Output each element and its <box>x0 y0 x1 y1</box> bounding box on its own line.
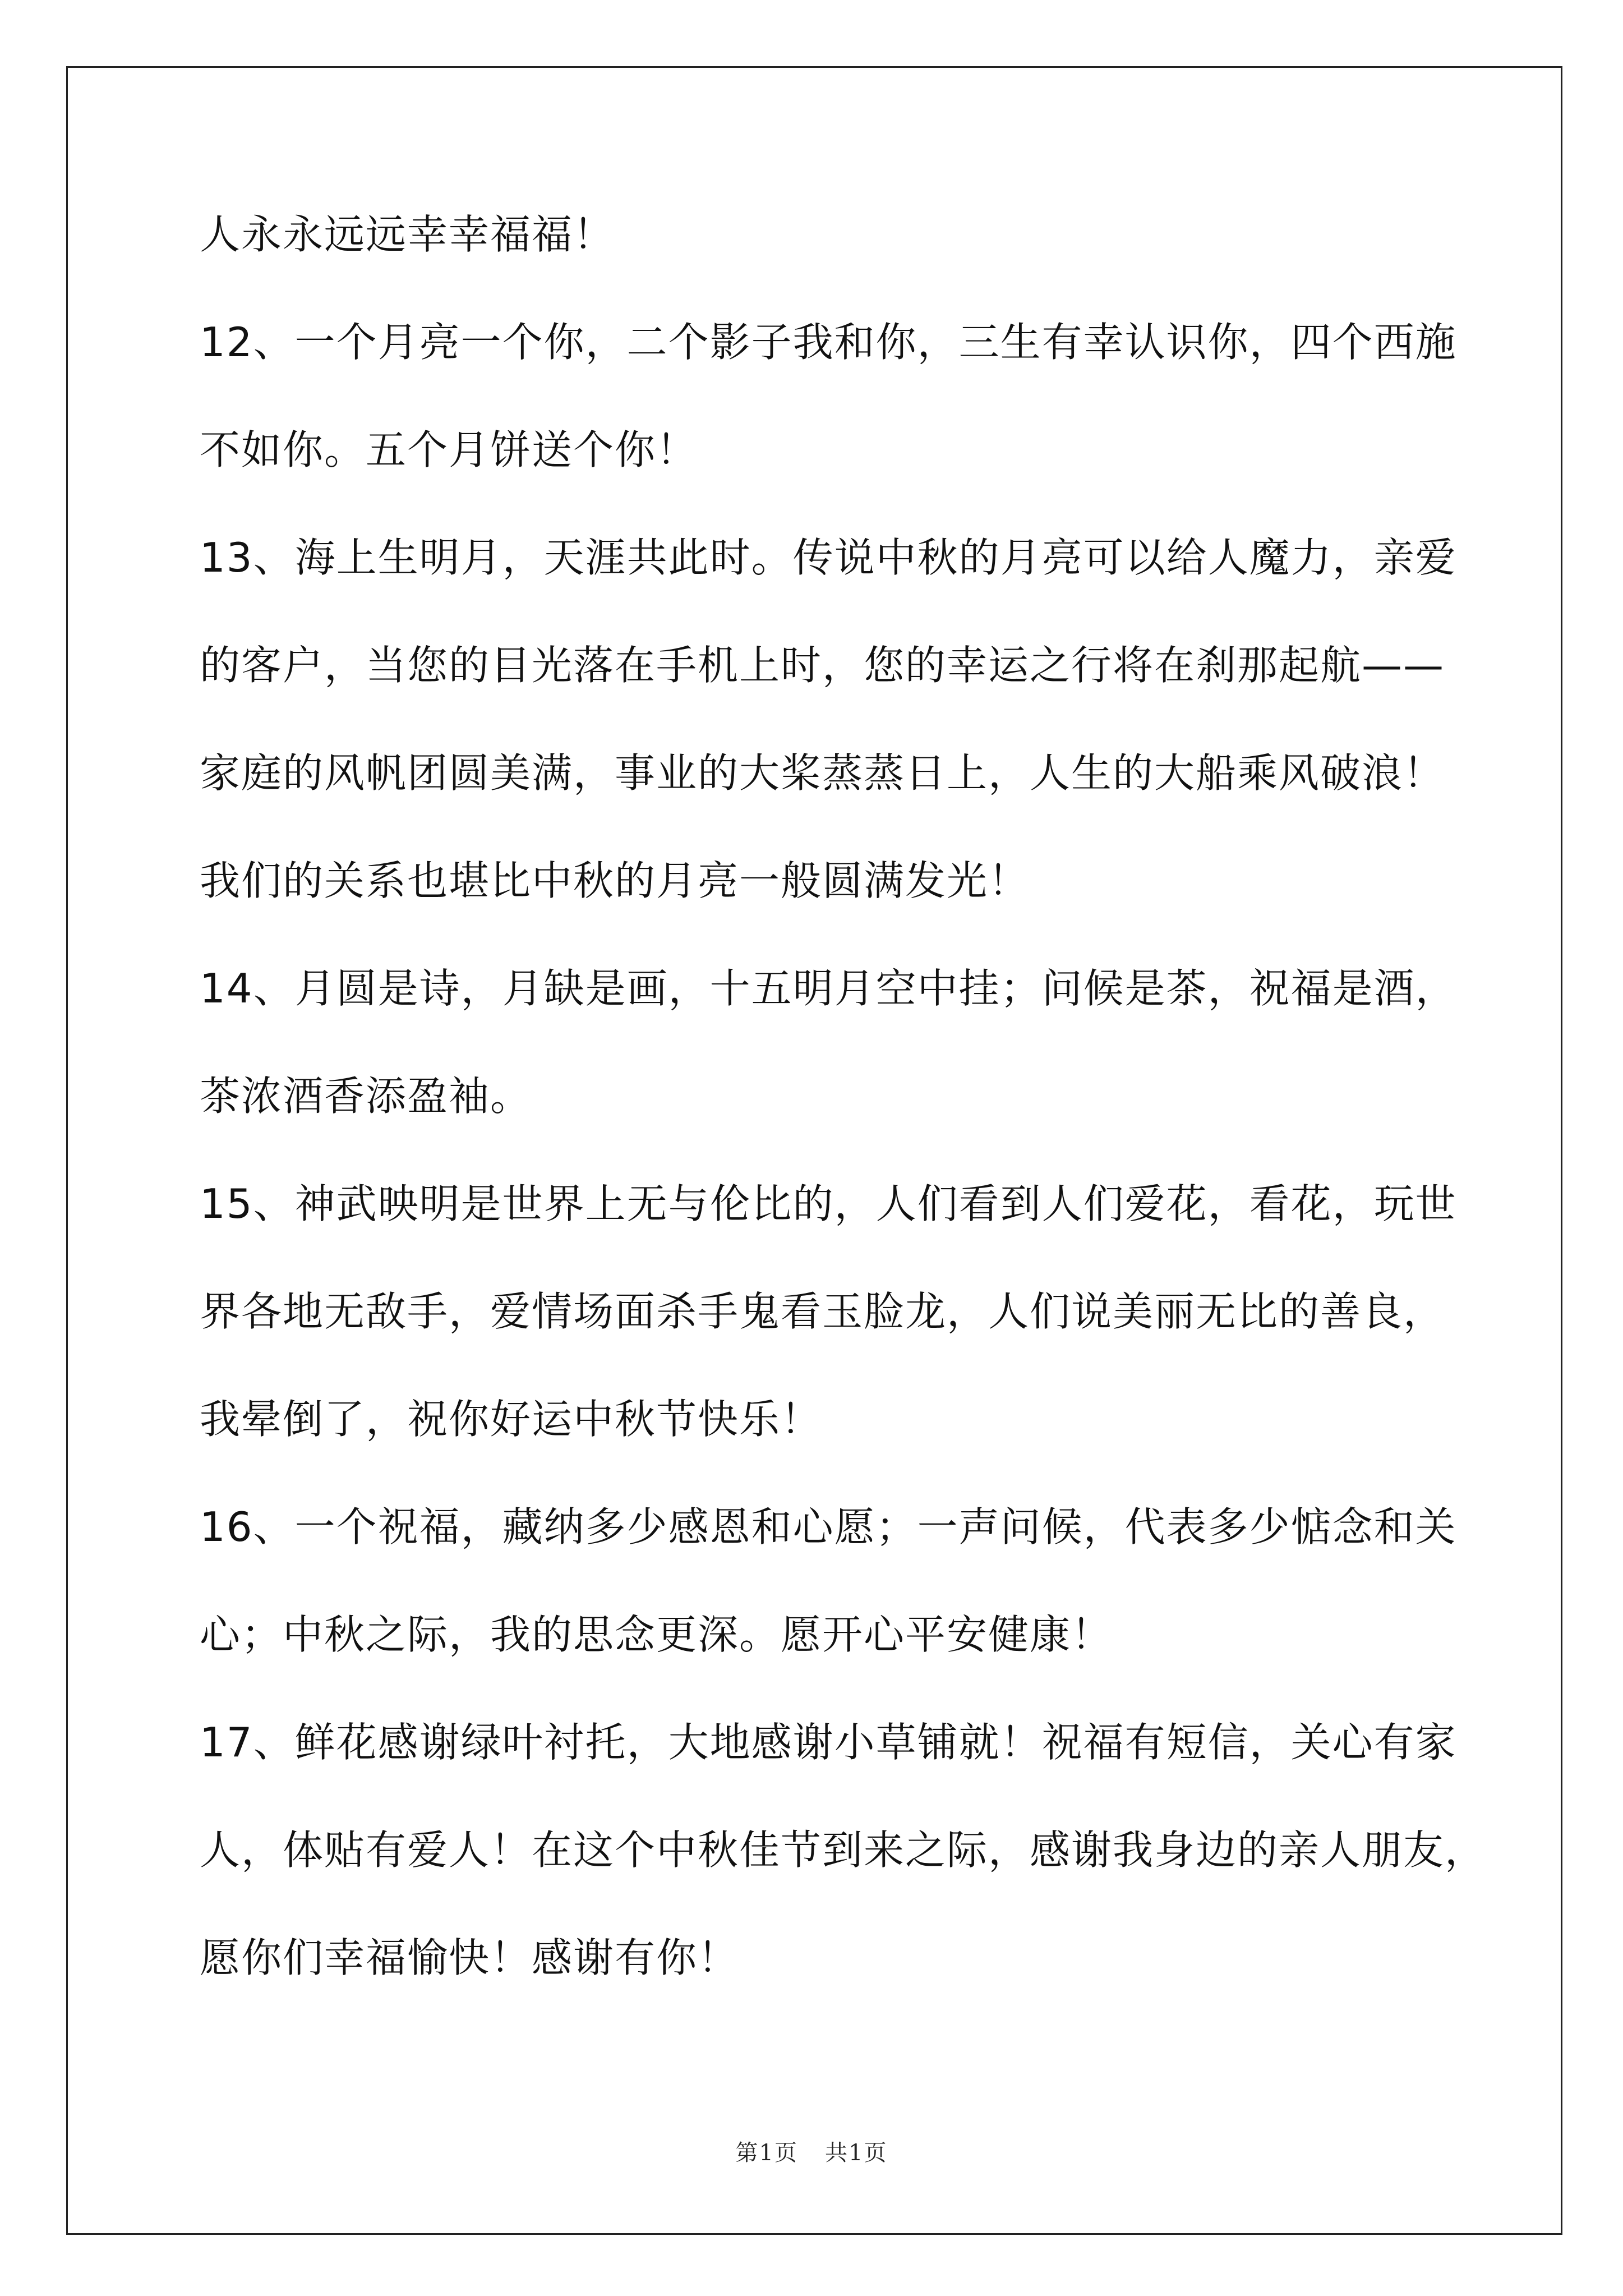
text-line: 界各地无敌手，爱情场面杀手鬼看玉脸龙，人们说美丽无比的善良， <box>200 1288 1445 1335</box>
text-line: 我们的关系也堪比中秋的月亮一般圆满发光！ <box>200 857 1030 904</box>
text-line: 茶浓酒香添盈袖。 <box>200 1073 532 1120</box>
text-line: 12、一个月亮一个你，二个影子我和你，三生有幸认识你，四个西施 <box>200 319 1457 366</box>
page-number: 第1页 <box>735 2140 798 2166</box>
page-total: 共1页 <box>825 2140 888 2166</box>
text-line: 我晕倒了，祝你好运中秋节快乐！ <box>200 1396 823 1443</box>
text-line: 17、鲜花感谢绿叶衬托，大地感谢小草铺就！祝福有短信，关心有家 <box>200 1719 1457 1766</box>
text-line: 15、神武映明是世界上无与伦比的，人们看到人们爱花，看花，玩世 <box>200 1180 1457 1227</box>
text-line: 人永永远远幸幸福福！ <box>200 211 615 258</box>
text-line: 14、月圆是诗，月缺是画，十五明月空中挂；问候是茶，祝福是酒， <box>200 965 1457 1012</box>
page-border <box>66 66 1562 2235</box>
text-line: 的客户，当您的目光落在手机上时，您的幸运之行将在刹那起航—— <box>200 642 1445 689</box>
text-line: 16、一个祝福，藏纳多少感恩和心愿；一声问候，代表多少惦念和关 <box>200 1503 1457 1550</box>
text-line: 心；中秋之际，我的思念更深。愿开心平安健康！ <box>200 1611 1113 1658</box>
text-line: 不如你。五个月饼送个你！ <box>200 426 698 473</box>
text-line: 家庭的风帆团圆美满，事业的大桨蒸蒸日上，人生的大船乘风破浪！ <box>200 749 1445 797</box>
text-line: 人，体贴有爱人！在这个中秋佳节到来之际，感谢我身边的亲人朋友， <box>200 1826 1487 1874</box>
page-footer <box>0 2138 1623 2168</box>
text-line: 愿你们幸福愉快！感谢有你！ <box>200 1934 740 1981</box>
text-line: 13、海上生明月，天涯共此时。传说中秋的月亮可以给人魔力，亲爱 <box>200 534 1457 581</box>
